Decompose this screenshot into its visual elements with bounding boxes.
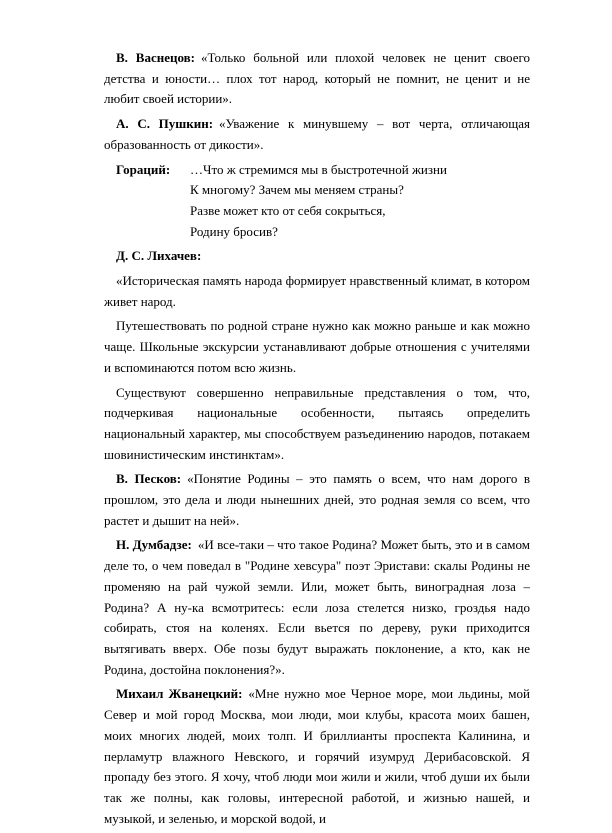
quote-author: Н. Думбадзе: (116, 537, 192, 553)
quote-vasnetsov (104, 48, 530, 110)
poem-line: К многому? Зачем мы меняем страны? (190, 182, 404, 198)
poem-line: Родину бросив? (190, 223, 278, 239)
quote-horace (104, 160, 530, 243)
quote-author: А. С. Пушкин: (116, 116, 214, 132)
poem-line: Разве может кто от себя сокрыться, (190, 202, 386, 218)
quote-text-likhachev: Существуют совершенно неправильные представления о том, что, подчеркивая национальные особенности, пытаясь определить национальный характер, мы способствуем разъединению народов, потакаем шовинистическим инстинктам». (104, 384, 530, 462)
quote-text: «И все-таки – что такое Родина? Может быть, это и в самом деле то, о чем поведал в "Родине хевсура" поэт Эристави: скалы Родины не променяю на рай чужой земли. Или, может быть, виноградная лоза – Родина? А ну-ка всмотритесь: если лоза стелется низко, гроздья надо собирать, стоя на коленях. Если вьется по дереву, руки приходится вытягивать вверх. Обе позы будут выражать поклонение, а кто, как не Родина, достойна поклонения?». (104, 537, 530, 677)
quote-author: Гораций: (116, 161, 171, 177)
quote-author: Михаил Жванецкий: (116, 686, 243, 702)
quote-peskov (104, 469, 530, 531)
quote-text: «Мне нужно мое Черное море, мои льдины, мой Север и мой город Москва, мои люди, мои клубы, красота моих башен, моих многих людей, моих толп. И бриллианты проспекта Калинина, и перламутр влажного Невского, и горячий изумруд Дерибасовской. Я пропаду без этого. Я хочу, чтоб люди мои жили и жили, чтоб души их были так же полны, как головы, интересной работой, и жизнью нашей, и музыкой, и зеленью, и морской водой, и (104, 686, 530, 826)
poem-lines (190, 160, 530, 243)
quote-author: В. Васнецов: (116, 50, 196, 65)
quote-text-likhachev: «Историческая память народа формирует нравственный климат, в котором живет народ. (104, 273, 530, 309)
quote-text-likhachev: Путешествовать по родной стране нужно как можно раньше и как можно чаще. Школьные экскурсии устанавливают добрые отношения с учителями и вспоминаются потом всю жизнь. (104, 318, 530, 375)
quote-zhvanetsky (104, 684, 530, 829)
quote-dumbadze (104, 535, 530, 680)
quote-author: В. Песков: (116, 471, 182, 487)
quote-pushkin (104, 114, 530, 155)
quote-text: «Понятие Родины – это память о всем, что нам дорого в прошлом, это дела и люди нынешних дней, это родная земля со всем, что растет и дышит на ней». (104, 471, 530, 528)
quote-author-likhachev: Д. С. Лихачев: (116, 248, 202, 264)
poem-line: …Что ж стремимся мы в быстротечной жизни (190, 161, 447, 177)
page-content (104, 48, 530, 833)
quote-text: «Уважение к минувшему – вот черта, отличающая образованность от дикости». (104, 116, 530, 152)
quote-text: «Только больной или плохой человек не ценит своего детства и юности… плох тот народ, который не помнит, не ценит и не любит своей истории». (104, 50, 530, 107)
